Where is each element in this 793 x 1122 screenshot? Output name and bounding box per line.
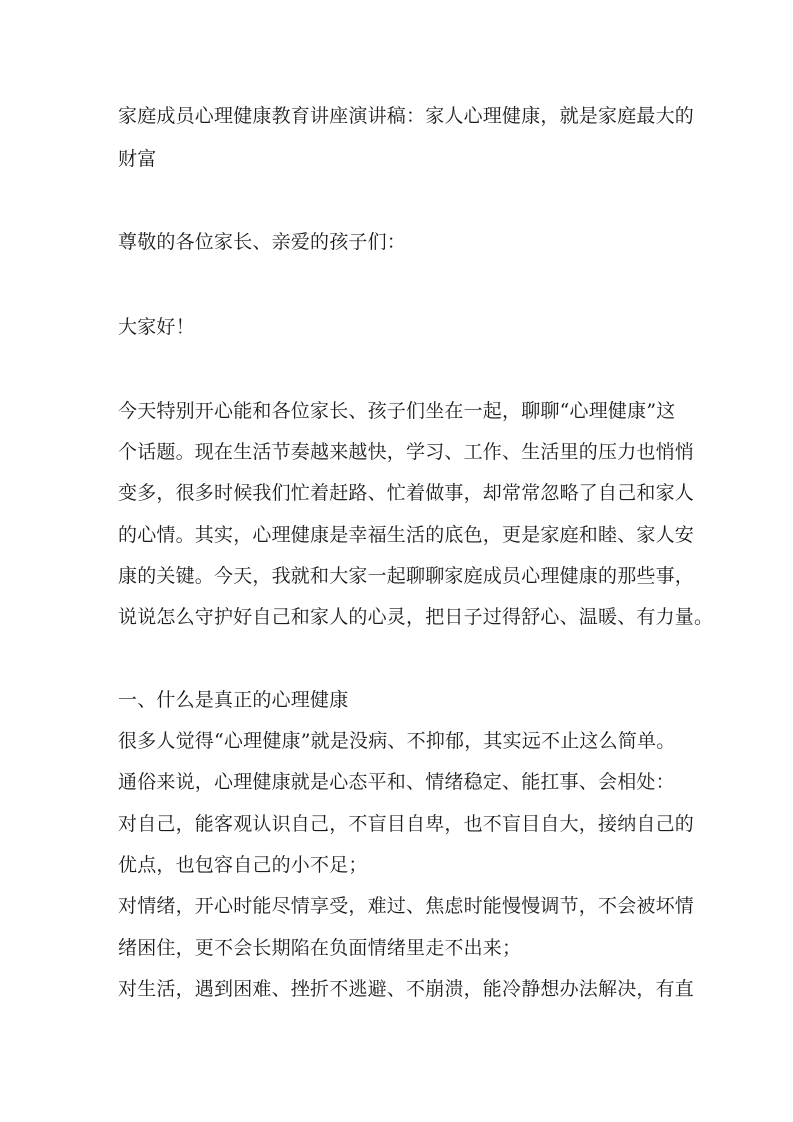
greeting: 大家好！ bbox=[118, 316, 195, 338]
salutation: 尊敬的各位家长、亲爱的孩子们： bbox=[118, 231, 407, 253]
section-1-line-5: 对情绪，开心时能尽情享受，难过、焦虑时能慢慢调节，不会被坏情 bbox=[118, 895, 695, 917]
intro-line-2: 个话题。现在生活节奏越来越快，学习、工作、生活里的压力也悄悄 bbox=[118, 441, 695, 463]
intro-line-4: 的心情。其实，心理健康是幸福生活的底色，更是家庭和睦、家人安 bbox=[118, 524, 695, 546]
intro-line-1: 今天特别开心能和各位家长、孩子们坐在一起，聊聊“心理健康”这 bbox=[118, 400, 676, 422]
intro-line-6: 说说怎么守护好自己和家人的心灵，把日子过得舒心、温暖、有力量。 bbox=[118, 606, 714, 628]
section-1-line-2: 通俗来说，心理健康就是心态平和、情绪稳定、能扛事、会相处： bbox=[118, 771, 675, 793]
section-1-heading: 一、什么是真正的心理健康 bbox=[118, 689, 349, 711]
document-page bbox=[118, 0, 714, 1122]
section-1-line-3: 对自己，能客观认识自己，不盲目自卑，也不盲目自大，接纳自己的 bbox=[118, 813, 695, 835]
document-title-line-1: 家庭成员心理健康教育讲座演讲稿：家人心理健康，就是家庭最大的 bbox=[118, 105, 695, 127]
intro-line-5: 康的关键。今天，我就和大家一起聊聊家庭成员心理健康的那些事， bbox=[118, 565, 695, 587]
intro-line-3: 变多，很多时候我们忙着赶路、忙着做事，却常常忽略了自己和家人 bbox=[118, 482, 695, 504]
section-1-line-4: 优点，也包容自己的小不足； bbox=[118, 854, 368, 876]
section-1-line-6: 绪困住，更不会长期陷在负面情绪里走不出来； bbox=[118, 937, 522, 959]
section-1-line-7: 对生活，遇到困难、挫折不逃避、不崩溃，能冷静想办法解决，有直 bbox=[118, 978, 695, 1000]
document-title-line-2: 财富 bbox=[118, 148, 157, 170]
section-1-line-1: 很多人觉得“心理健康”就是没病、不抑郁，其实远不止这么简单。 bbox=[118, 730, 676, 752]
